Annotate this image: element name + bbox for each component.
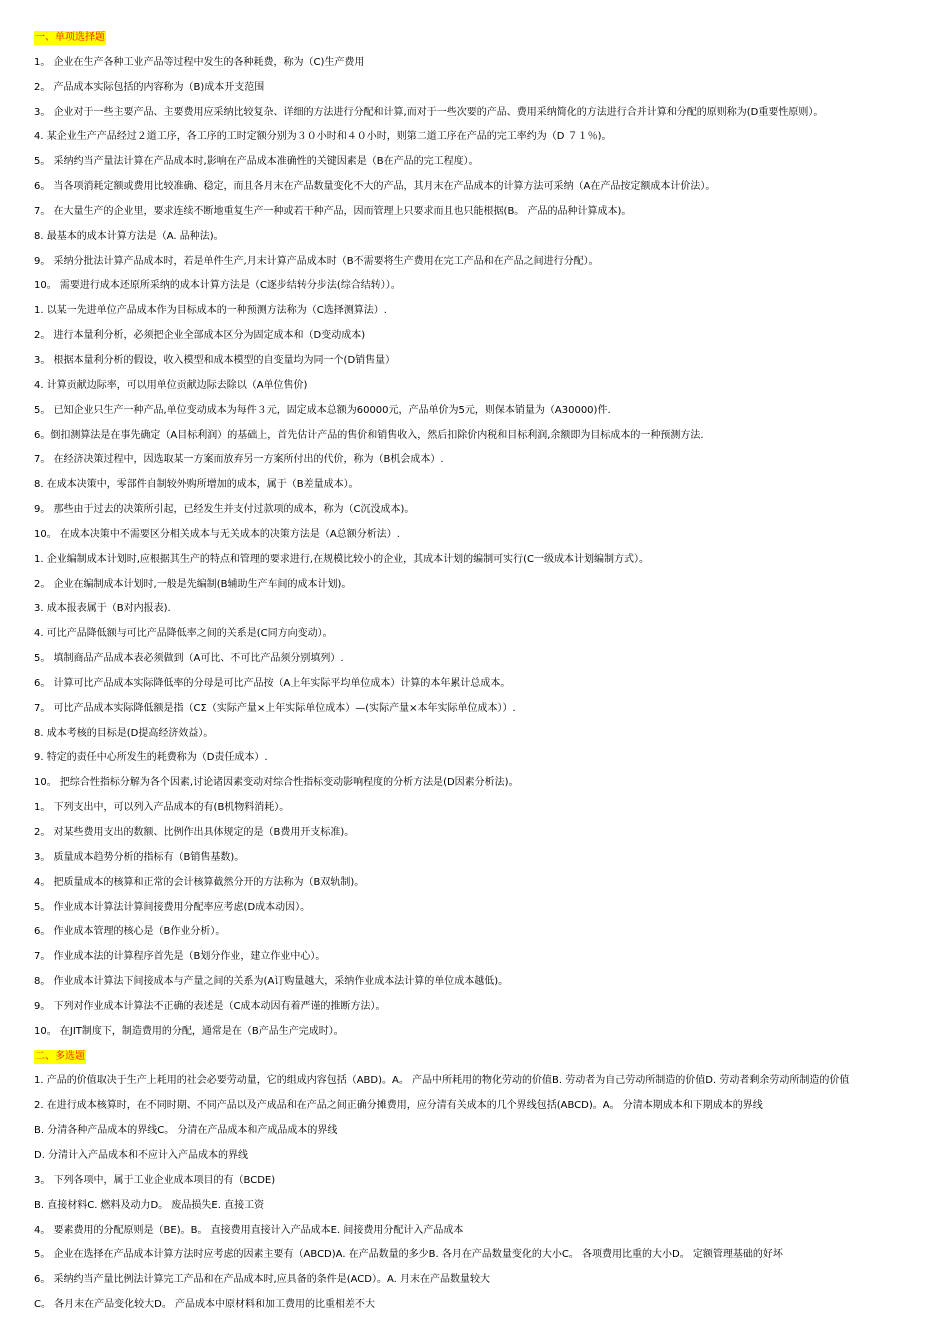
question-text: 4。 要素费用的分配原则是（BE)。B。 直接费用直接计入产品成本E. 间接费用分配计入产品成本: [34, 1224, 464, 1236]
question-text: 5。 企业在选择在产品成本计算方法时应考虑的因素主要有（ABCD)A. 在产品数量的多少B. 各月在产品数量变化的大小C。 各项费用比重的大小D。 定额管理基础的好坏: [34, 1249, 783, 1261]
question-text: 5。 作业成本计算法计算间接费用分配率应考虑(D成本动因）。: [34, 901, 311, 913]
question-line: [34, 1271, 924, 1296]
question-text: 3。 根据本量利分析的假设，收入模型和成本模型的自变量均为同一个(D销售量）: [34, 354, 396, 366]
question-line: [34, 352, 924, 377]
document-body: [34, 29, 924, 1321]
question-line: [34, 551, 924, 576]
section-heading: [34, 29, 924, 54]
question-text: 1. 产品的价值取决于生产上耗用的社会必要劳动量，它的组成内容包括（ABD)。A。 产品中所耗用的物化劳动的价值B. 劳动者为自己劳动所制造的价值D. 劳动者剩余劳动所制造的价值: [34, 1075, 850, 1087]
question-text: 2。 产品成本实际包括的内容称为（B)成本开支范围: [34, 81, 265, 93]
question-text: 2。 进行本量利分析，必须把企业全部成本区分为固定成本和（D变动成本): [34, 330, 366, 342]
question-line: [34, 824, 924, 849]
question-text: B. 直接材料C. 燃料及动力D。 废品损失E. 直接工资: [34, 1199, 265, 1211]
question-text: 1。 企业在生产各种工业产品等过程中发生的各种耗费，称为（C)生产费用: [34, 56, 365, 68]
question-line: [34, 1197, 924, 1222]
question-text: 3. 成本报表属于（B对内报表).: [34, 603, 171, 615]
question-line: [34, 998, 924, 1023]
question-text: 8。 作业成本计算法下间接成本与产量之间的关系为(A订购量越大，采纳作业成本法计算的单位成本越低)。: [34, 976, 509, 988]
question-line: [34, 1296, 924, 1321]
question-line: [34, 899, 924, 924]
question-line: [34, 327, 924, 352]
section-heading-text: 一、单项选择题: [35, 32, 105, 43]
section-heading-text: 二、多选题: [35, 1050, 85, 1062]
question-text: 8. 在成本决策中，零部件自制较外购所增加的成本，属于（B差量成本）。: [34, 479, 359, 491]
question-text: 6。 作业成本管理的核心是（B作业分析）。: [34, 926, 226, 938]
question-text: C。 各月末在产品变化较大D。 产品成本中原材料和加工费用的比重相差不大: [34, 1299, 376, 1311]
question-text: 3。 企业对于一些主要产品、主要费用应采纳比较复杂、详细的方法进行分配和计算,而对于一些次要的产品、费用采纳简化的方法进行合并计算和分配的原则称为(D重要性原则）。: [34, 106, 824, 118]
question-line: [34, 253, 924, 278]
question-text: 7。 在经济决策过程中，因选取某一方案而放弃另一方案所付出的代价，称为（B机会成本）.: [34, 454, 444, 466]
question-line: [34, 973, 924, 998]
question-line: [34, 799, 924, 824]
question-text: 4. 计算贡献边际率，可以用单位贡献边际去除以（A单位售价): [34, 379, 308, 391]
question-line: [34, 625, 924, 650]
question-line: [34, 1172, 924, 1197]
question-text: 6。 采纳约当产量比例法计算完工产品和在产品成本时,应具备的条件是(ACD）。A. 月末在产品数量较大: [34, 1274, 490, 1286]
question-line: [34, 1246, 924, 1271]
question-text: 5。 采纳约当产量法计算在产品成本时,影响在产品成本准确性的关键因素是（B在产品的完工程度）。: [34, 156, 479, 168]
question-line: [34, 774, 924, 799]
question-text: 2。 对某些费用支出的数额、比例作出具体规定的是（B费用开支标准)。: [34, 827, 355, 838]
question-line: [34, 79, 924, 104]
question-text: 4。 把质量成本的核算和正常的会计核算截然分开的方法称为（B双轨制)。: [34, 876, 365, 888]
question-text: 1。 下列支出中，可以列入产品成本的有(B机物料消耗）。: [34, 802, 290, 814]
question-text: 3。 质量成本趋势分析的指标有（B销售基数)。: [34, 851, 245, 863]
question-text: 4. 可比产品降低额与可比产品降低率之间的关系是(C同方向变动）。: [34, 628, 333, 640]
question-text: 1. 企业编制成本计划时,应根据其生产的特点和管理的要求进行,在规模比较小的企业，其成本计划的编制可实行(C一级成本计划编制方式）。: [34, 553, 649, 565]
question-line: [34, 501, 924, 526]
question-text: 10。 把综合性指标分解为各个因素,讨论诸因素变动对综合性指标变动影响程度的分析方法是(D因素分析法)。: [34, 777, 519, 789]
question-line: [34, 228, 924, 253]
question-line: [34, 377, 924, 402]
question-line: [34, 675, 924, 700]
question-line: [34, 1023, 924, 1048]
question-text: 9。 那些由于过去的决策所引起，已经发生并支付过款项的成本，称为（C沉没成本)。: [34, 504, 415, 516]
question-line: [34, 277, 924, 302]
question-text: 10。 在JIT制度下，制造费用的分配，通常是在（B产品生产完成时）。: [34, 1025, 344, 1037]
question-text: 9。 下列对作业成本计算法不正确的表述是（C成本动因有着严谨的推断方法）。: [34, 1000, 386, 1012]
question-line: [34, 725, 924, 750]
question-line: [34, 1122, 924, 1147]
question-text: 5。 填制商品产品成本表必须做到（A可比、不可比产品须分别填列）.: [34, 653, 344, 665]
question-line: [34, 600, 924, 625]
question-line: [34, 203, 924, 228]
question-line: [34, 104, 924, 129]
question-line: [34, 700, 924, 725]
question-text: 7。 在大量生产的企业里，要求连续不断地重复生产一种或若干种产品，因而管理上只要求而且也只能根据(B。 产品的品种计算成本)。: [34, 205, 632, 217]
question-text: 8. 最基本的成本计算方法是（A. 品种法)。: [34, 230, 224, 242]
question-text: 4. 某企业生产产品经过２道工序，各工序的工时定额分别为３０小时和４０小时，则第二道工序在产品的完工率约为（D ７１％)。: [34, 131, 612, 143]
question-line: [34, 402, 924, 427]
section-heading: [34, 1048, 924, 1073]
question-line: [34, 1097, 924, 1122]
question-text: 10。 需要进行成本还原所采纳的成本计算方法是（C逐步结转分步法(综合结转））。: [34, 280, 401, 292]
question-line: [34, 1147, 924, 1172]
question-line: [34, 923, 924, 948]
question-text: 5。 已知企业只生产一种产品,单位变动成本为每件３元，固定成本总额为60000元，产品单价为5元，则保本销量为（A30000)件.: [34, 404, 611, 416]
question-text: 2。 企业在编制成本计划时,一般是先编制(B辅助生产车间的成本计划)。: [34, 578, 352, 590]
question-line: [34, 874, 924, 899]
question-text: 10。 在成本决策中不需要区分相关成本与无关成本的决策方法是（A总额分析法）.: [34, 528, 400, 540]
question-text: 7。 可比产品成本实际降低额是指（CΣ（实际产量×上年实际单位成本）—(实际产量×本年实际单位成本））.: [34, 702, 516, 714]
question-line: [34, 1222, 924, 1247]
question-line: [34, 451, 924, 476]
question-text: 6。 计算可比产品成本实际降低率的分母是可比产品按（A上年实际平均单位成本）计算的本年累计总成本。: [34, 677, 511, 689]
question-text: D. 分清计入产品成本和不应计入产品成本的界线: [34, 1149, 249, 1161]
question-text: 6。 当各项消耗定额或费用比较准确、稳定，而且各月末在产品数量变化不大的产品，其月末在产品成本的计算方法可采纳（A在产品按定额成本计价法）。: [34, 181, 716, 193]
question-line: [34, 849, 924, 874]
question-text: 8. 成本考核的目标是(D提高经济效益）。: [34, 727, 214, 739]
question-line: [34, 178, 924, 203]
question-text: 2. 在进行成本核算时，在不同时期、不同产品以及产成品和在产品之间正确分摊费用，应分清有关成本的几个界线包括(ABCD)。A。 分清本期成本和下期成本的界线: [34, 1100, 763, 1112]
question-line: [34, 948, 924, 973]
question-line: [34, 427, 924, 452]
question-text: 1. 以某一先进单位产品成本作为目标成本的一种预测方法称为（C选择测算法）.: [34, 305, 387, 317]
question-line: [34, 526, 924, 551]
question-line: [34, 749, 924, 774]
question-text: B. 分清各种产品成本的界线C。 分清在产品成本和产成品成本的界线: [34, 1125, 338, 1137]
question-line: [34, 576, 924, 601]
question-line: [34, 1072, 924, 1097]
question-line: [34, 302, 924, 327]
question-text: 9. 特定的责任中心所发生的耗费称为（D责任成本）.: [34, 752, 268, 764]
question-line: [34, 153, 924, 178]
question-text: 9。 采纳分批法计算产品成本时，若是单件生产,月末计算产品成本时（B不需要将生产费用在完工产品和在产品之间进行分配）。: [34, 255, 599, 267]
question-text: 3。 下列各项中，属于工业企业成本项目的有（BCDE): [34, 1174, 276, 1186]
question-line: [34, 128, 924, 153]
question-text: 7。 作业成本法的计算程序首先是（B划分作业，建立作业中心）。: [34, 951, 326, 963]
question-line: [34, 476, 924, 501]
question-line: [34, 54, 924, 79]
question-text: 6。倒扣测算法是在事先确定（A目标利润）的基础上，首先估计产品的售价和销售收入，然后扣除价内税和目标利润,余额即为目标成本的一种预测方法.: [34, 429, 704, 441]
question-line: [34, 650, 924, 675]
